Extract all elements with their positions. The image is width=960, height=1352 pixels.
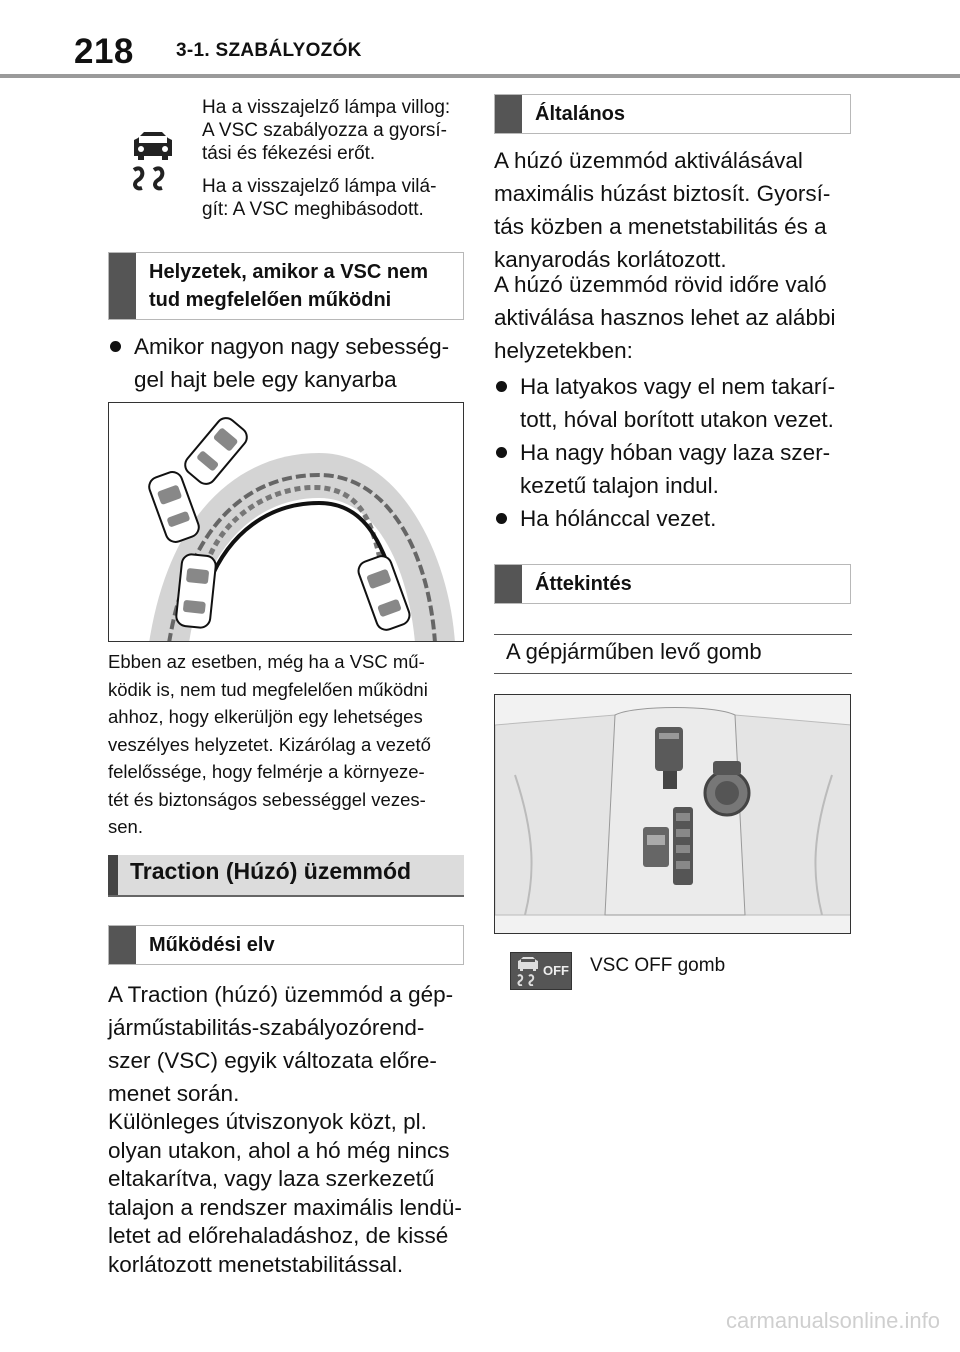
bullet-dot [496,513,507,524]
section-box-vsc-limits [108,252,464,320]
page-number: 218 [74,32,134,71]
car-top-left [146,469,201,545]
text-line: Különleges útviszonyok közt, pl. [108,1109,427,1134]
text-line: talajon a rendszer maximális lendü- [108,1194,462,1220]
text-line: Ebben az esetben, még ha a VSC mű- [108,651,425,672]
text-line: járműstabilitás-szabályozórend- [108,1015,425,1040]
text-line: Amikor nagyon nagy sebesség- [134,334,450,359]
list-item [496,502,856,536]
paragraph-general [494,144,854,276]
text-line: korlátozott menetstabilitással. [108,1251,404,1277]
text-line: aktiválása hasznos lehet az alábbi [494,305,836,330]
off-label: OFF [543,963,569,978]
text-line: ahhoz, hogy elkerüljön egy lehetséges [108,706,423,727]
indicator-text-flashing [202,96,450,165]
bullet-dot [110,341,121,352]
text-line: tott, hóval borított utakon vezet. [520,407,834,432]
text-line: tási és fékezési erőt. [202,143,376,164]
text-line: Ha a visszajelző lámpa villog: [202,97,451,118]
button-label: VSC OFF gomb [590,955,726,976]
text-line: sen. [108,816,143,837]
text-line: gel hajt bele egy kanyarba [134,367,397,392]
text-line: A Traction (húzó) üzemmód a gép- [108,982,454,1007]
box-title: Áttekintés [535,573,632,595]
text-line: Ha hólánccal vezet. [520,506,717,531]
box-title: Működési elv [149,934,275,956]
text-line: kezetű talajon indul. [520,473,719,498]
bullet-dot [496,447,507,458]
car-bottom-left [175,553,216,628]
text-line: olyan utakon, ahol a hó még nincs [108,1137,450,1163]
section-box-principle [108,925,464,965]
bullet-dot [496,381,507,392]
vsc-off-button-icon [510,952,572,990]
list-item [110,330,470,400]
text-line: kanyarodás korlátozott. [494,247,727,272]
text-line: helyzetekben: [494,338,633,363]
text-line: A húzó üzemmód rövid időre való [494,272,827,297]
section-box-general [494,94,851,134]
list-item [496,370,856,436]
text-line: Ha latyakos vagy el nem takarí- [520,374,836,399]
text-line: veszélyes helyzetet. Kizárólag a vezető [108,733,431,755]
text-line: maximális húzást biztosít. Gyorsí- [494,181,831,206]
subheading-vehicle-button: A gépjárműben levő gomb [494,634,852,674]
console-illustration [494,694,851,934]
header-divider [0,74,960,78]
watermark: carmanualsonline.info [725,1308,940,1333]
text-line: ködik is, nem tud megfelelően működni [108,678,428,700]
text-line: gít: A VSC meghibásodott. [202,199,424,220]
heading-text: Traction (Húzó) üzemmód [130,858,412,884]
vsc-skid-indicator-icon [128,130,178,192]
text-line: tás közben a menetstabilitás és a [494,214,827,239]
text-line: tét és biztonságos sebességgel vezes- [108,788,426,810]
illustration-caption [108,648,468,841]
text-line: A VSC szabályozza a gyorsí- [202,120,447,141]
paragraph-short-activation [494,268,854,367]
paragraph-traction-intro [108,978,468,1110]
text-line: eltakarítva, vagy laza szerkezetű [108,1166,435,1191]
section-heading-traction [108,855,464,897]
section-title: 3-1. SZABÁLYOZÓK [176,40,362,61]
text-line: letet ad előrehaladáshoz, de kissé [108,1223,449,1248]
paragraph-traction-conditions [108,1108,468,1279]
curve-illustration [108,402,464,642]
text-line: menet során. [108,1081,240,1106]
box-title: Általános [535,103,626,125]
text-line: Ha a visszajelző lámpa vilá- [202,176,437,197]
indicator-text-on [202,175,436,221]
box-title-line: tud megfelelően működni [149,289,392,311]
list-item [496,436,856,502]
text-line: felelőssége, hogy felmérje a környeze- [108,761,425,782]
section-box-overview [494,564,851,604]
box-title-line: Helyzetek, amikor a VSC nem [149,261,429,283]
text-line: A húzó üzemmód aktiválásával [494,148,803,173]
text-line: Ha nagy hóban vagy laza szer- [520,440,831,465]
text-line: szer (VSC) egyik változata előre- [108,1048,437,1073]
